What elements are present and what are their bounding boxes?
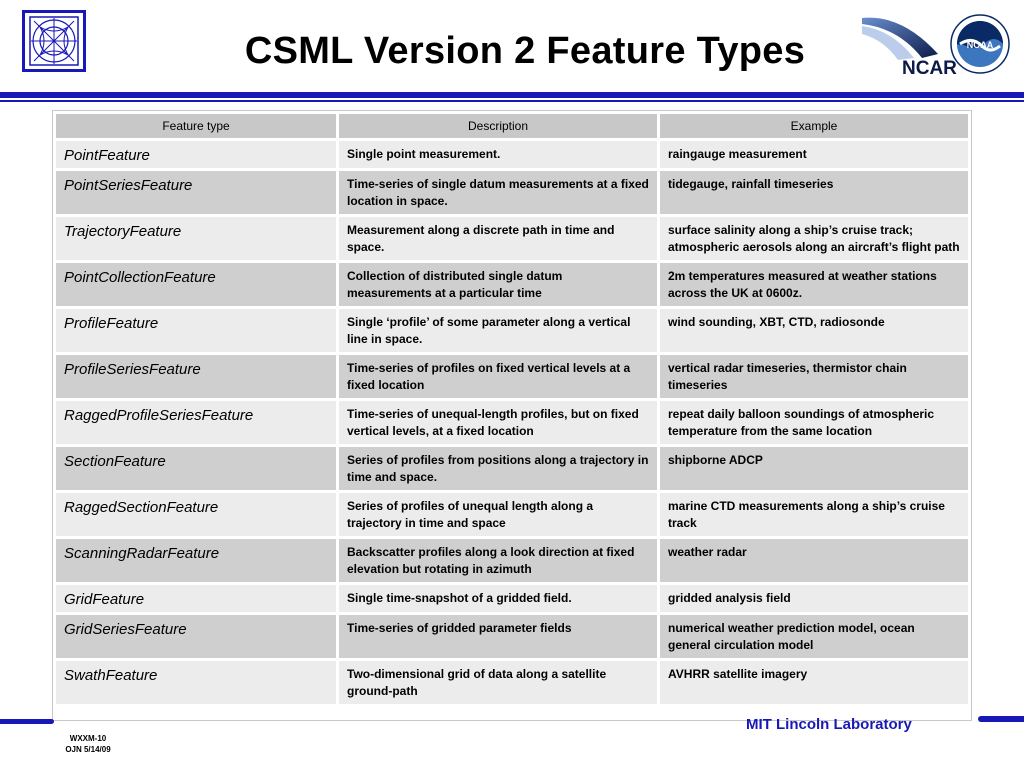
lattice-logo-icon: [22, 10, 86, 72]
cell-description: Two-dimensional grid of data along a satellite ground-path: [339, 661, 657, 704]
cell-example: gridded analysis field: [660, 585, 968, 612]
cell-description: Collection of distributed single datum measurements at a particular time: [339, 263, 657, 306]
cell-feature-type: PointFeature: [56, 141, 336, 168]
cell-example: vertical radar timeseries, thermistor chain timeseries: [660, 355, 968, 398]
table-row: [56, 141, 968, 168]
cell-example: numerical weather prediction model, ocean general circulation model: [660, 615, 968, 658]
cell-description: Single time-snapshot of a gridded field.: [339, 585, 657, 612]
noaa-logo-label: NOAA: [966, 40, 994, 50]
cell-feature-type: TrajectoryFeature: [56, 217, 336, 260]
table-row: [56, 493, 968, 536]
table-row: [56, 615, 968, 658]
cell-description: Time-series of single datum measurements at a fixed location in space.: [339, 171, 657, 214]
cell-example: 2m temperatures measured at weather stations across the UK at 0600z.: [660, 263, 968, 306]
footer-meta: [48, 733, 128, 755]
footer-lab-name: MIT Lincoln Laboratory: [746, 716, 912, 733]
cell-example: tidegauge, rainfall timeseries: [660, 171, 968, 214]
footer-code: WXXM-10: [69, 734, 107, 743]
cell-feature-type: PointCollectionFeature: [56, 263, 336, 306]
page-title: CSML Version 2 Feature Types: [244, 30, 806, 72]
cell-feature-type: SectionFeature: [56, 447, 336, 490]
header-feature-type: Feature type: [56, 114, 336, 138]
cell-example: marine CTD measurements along a ship’s cruise track: [660, 493, 968, 536]
header-description: Description: [339, 114, 657, 138]
cell-feature-type: ProfileFeature: [56, 309, 336, 352]
header-rule-thick: [0, 92, 1024, 98]
cell-feature-type: PointSeriesFeature: [56, 171, 336, 214]
table-row: [56, 355, 968, 398]
table-row: [56, 539, 968, 582]
cell-example: surface salinity along a ship’s cruise track; atmospheric aerosols along an aircraft’s flight path: [660, 217, 968, 260]
cell-description: Series of profiles of unequal length along a trajectory in time and space: [339, 493, 657, 536]
cell-description: Series of profiles from positions along a trajectory in time and space.: [339, 447, 657, 490]
footer-rule-right: [978, 716, 1024, 722]
cell-feature-type: ScanningRadarFeature: [56, 539, 336, 582]
table-row: [56, 263, 968, 306]
cell-example: AVHRR satellite imagery: [660, 661, 968, 704]
cell-example: repeat daily balloon soundings of atmospheric temperature from the same location: [660, 401, 968, 444]
cell-feature-type: GridSeriesFeature: [56, 615, 336, 658]
table-row: [56, 217, 968, 260]
header-rule-thin: [0, 100, 1024, 102]
feature-table-container: [52, 110, 972, 721]
cell-feature-type: ProfileSeriesFeature: [56, 355, 336, 398]
cell-example: wind sounding, XBT, CTD, radiosonde: [660, 309, 968, 352]
footer-rule-left: [0, 719, 54, 724]
table-row: [56, 661, 968, 704]
cell-description: Backscatter profiles along a look direction at fixed elevation but rotating in azimuth: [339, 539, 657, 582]
cell-description: Measurement along a discrete path in time and space.: [339, 217, 657, 260]
table-row: [56, 401, 968, 444]
cell-description: Time-series of profiles on fixed vertical levels at a fixed location: [339, 355, 657, 398]
cell-feature-type: SwathFeature: [56, 661, 336, 704]
cell-feature-type: RaggedProfileSeriesFeature: [56, 401, 336, 444]
cell-feature-type: RaggedSectionFeature: [56, 493, 336, 536]
table-row: [56, 585, 968, 612]
table-row: [56, 309, 968, 352]
footer-date: OJN 5/14/09: [65, 745, 111, 754]
cell-description: Time-series of gridded parameter fields: [339, 615, 657, 658]
cell-example: raingauge measurement: [660, 141, 968, 168]
table-header-row: [56, 114, 968, 138]
header-example: Example: [660, 114, 968, 138]
table-row: [56, 171, 968, 214]
cell-description: Single ‘profile’ of some parameter along a vertical line in space.: [339, 309, 657, 352]
feature-types-table: [53, 111, 971, 707]
ncar-logo-text: NCAR: [902, 58, 957, 79]
cell-example: shipborne ADCP: [660, 447, 968, 490]
cell-description: Time-series of unequal-length profiles, but on fixed vertical levels, at a fixed location: [339, 401, 657, 444]
noaa-logo-icon: [950, 14, 1010, 74]
cell-description: Single point measurement.: [339, 141, 657, 168]
cell-feature-type: GridFeature: [56, 585, 336, 612]
table-row: [56, 447, 968, 490]
cell-example: weather radar: [660, 539, 968, 582]
